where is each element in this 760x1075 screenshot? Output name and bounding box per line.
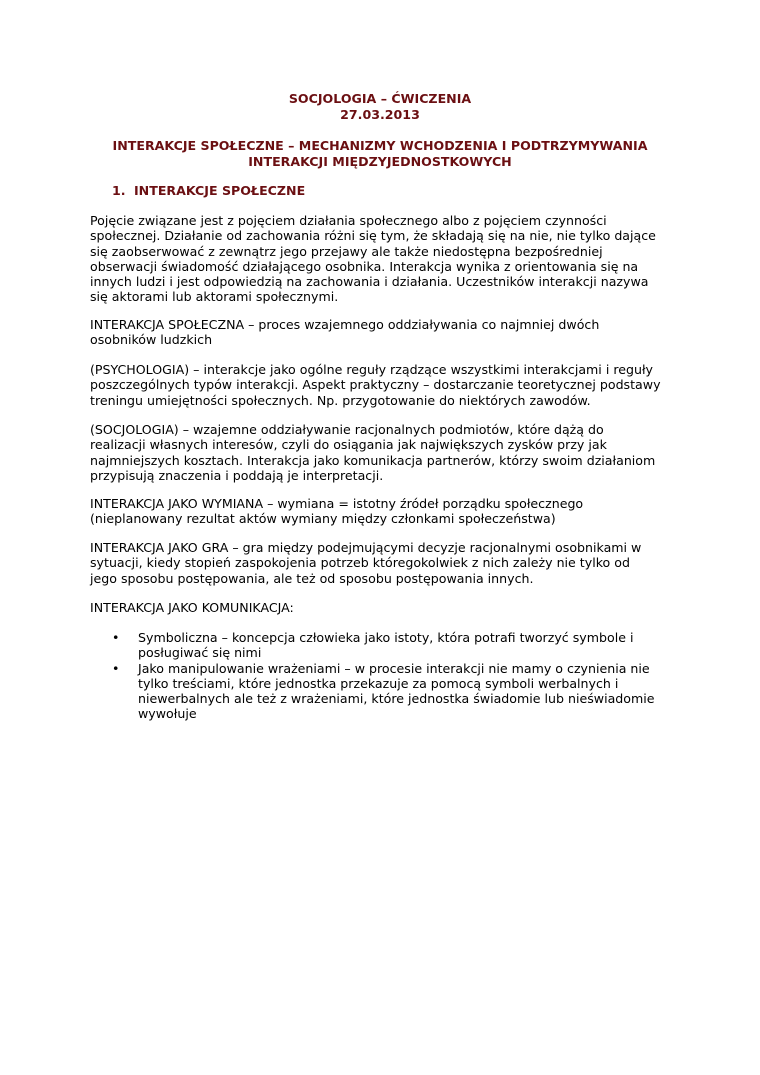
text-line: INTERAKCJA JAKO KOMUNIKACJA: (90, 600, 294, 615)
list-item (90, 661, 690, 722)
section-title: INTERAKCJE SPOŁECZNE (134, 183, 306, 198)
text-line: się zaobserwować z zewnątrz jego przejawy ale także niedostępna bezpośredniej (90, 243, 603, 259)
text-line: Pojęcie związane jest z pojęciem działania społecznego albo z pojęciem czynności (90, 213, 607, 228)
text-line: sytuacji, kiedy stopień zaspokojenia potrzeb któregokolwiek z nich zależy nie tylko od (90, 555, 630, 571)
text-line: INTERAKCJA SPOŁECZNA – proces wzajemnego oddziaływania co najmniej dwóch (90, 317, 600, 332)
text-line: (SOCJOLOGIA) – wzajemne oddziaływanie racjonalnych podmiotów, które dążą do (90, 422, 604, 437)
bullet-list (90, 630, 690, 722)
text-line: społecznej. Działanie od zachowania różni się tym, że składają się na nie, nie tylko dające (90, 228, 656, 244)
date: 27.03.2013 (340, 107, 420, 122)
text-line: się aktorami lub aktorami społecznymi. (90, 289, 339, 305)
text-line: (nieplanowany rezultat aktów wymiany między członkami społeczeństwa) (90, 511, 556, 527)
text-line: Jako manipulowanie wrażeniami – w procesie interakcji nie mamy o czynienia nie (138, 660, 650, 676)
text-line: Symboliczna – koncepcja człowieka jako istoty, która potrafi tworzyć symbole i (138, 630, 634, 645)
text-line: jego sposobu postępowania, ale też od sposobu postępowania innych. (90, 570, 534, 586)
paragraph (90, 540, 690, 586)
paragraph (90, 496, 690, 527)
text-line: innych ludzi i jest odpowiedzią na zachowania i działania. Uczestników interakcji nazywa (90, 274, 649, 290)
section-number: 1. (112, 183, 126, 198)
paragraph (90, 422, 690, 483)
paragraph (90, 317, 690, 348)
text-line: posługiwać się nimi (138, 645, 262, 661)
text-line: INTERAKCJA JAKO GRA – gra między podejmującymi decyzje racjonalnymi osobnikami w (90, 540, 642, 555)
text-line: poszczególnych typów interakcji. Aspekt praktyczny – dostarczanie teoretycznej podstawy (90, 377, 661, 393)
paragraph (90, 213, 690, 305)
text-line: osobników ludzkich (90, 332, 213, 348)
list-item (90, 630, 690, 661)
bullet-icon: • (112, 630, 120, 645)
text-line: najmniejszych kosztach. Interakcja jako komunikacja partnerów, którzy swoim działaniom (90, 452, 656, 468)
bullet-icon: • (112, 660, 120, 676)
text-line: treningu umiejętności społecznych. Np. przygotowanie do niektórych zawodów. (90, 392, 591, 408)
text-line: realizacji własnych interesów, czyli do osiągania jak największych zysków przy jak (90, 437, 607, 453)
paragraph (90, 600, 690, 615)
course-title: SOCJOLOGIA – ĆWICZENIA (288, 91, 472, 106)
text-line: obserwacji świadomość działającego osobnika. Interakcja wynika z orientowania się na (90, 258, 639, 274)
text-line: przypisują znaczenia i poddają je interpretacji. (90, 467, 384, 483)
document-header (80, 91, 680, 123)
section-heading (112, 183, 305, 199)
main-title-line: INTERAKCJE SPOŁECZNE – MECHANIZMY WCHODZENIA I PODTRZYMYWANIA (112, 138, 648, 153)
text-line: niewerbalnych ale też z wrażeniami, które jednostka świadomie lub nieświadomie (138, 691, 655, 707)
text-line: (PSYCHOLOGIA) – interakcje jako ogólne reguły rządzące wszystkimi interakcjami i reguły (90, 362, 653, 377)
text-line: INTERAKCJA JAKO WYMIANA – wymiana = istotny źródeł porządku społecznego (90, 496, 584, 511)
paragraph (90, 362, 690, 408)
main-title-line: INTERAKCJI MIĘDZYJEDNOSTKOWYCH (248, 154, 512, 169)
main-title (80, 138, 680, 170)
text-line: tylko treściami, które jednostka przekazuje za pomocą symboli werbalnych i (138, 675, 619, 691)
text-line: wywołuje (138, 706, 197, 722)
